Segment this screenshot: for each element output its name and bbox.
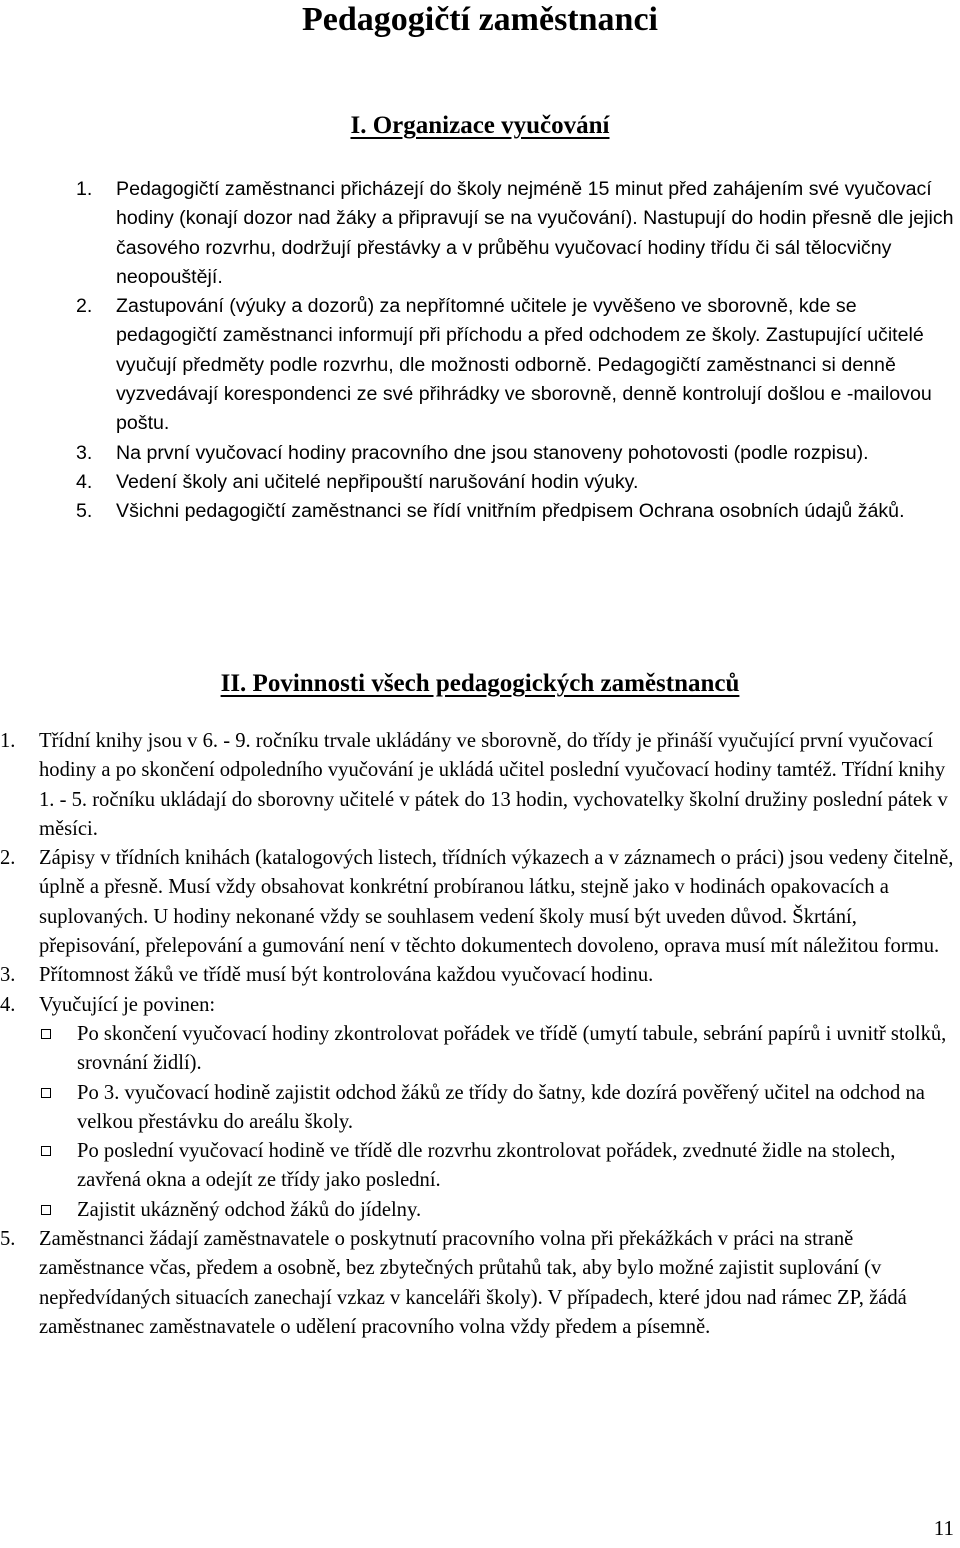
checkbox-bullet-icon xyxy=(41,1146,51,1156)
item-text: Na první vyučovací hodiny pracovního dne jsou stanoveny pohotovosti (podle rozpisu). xyxy=(116,441,869,464)
sublist-item xyxy=(39,1196,960,1225)
sublist-item-text: Po skončení vyučovací hodiny zkontrolovat pořádek ve třídě (umytí tabule, sebrání papírů i uvnitř stolků, srovnání židlí). xyxy=(77,1022,947,1075)
item-number: 1. xyxy=(0,730,16,752)
list-item xyxy=(76,175,960,292)
item-text: Zápisy v třídních knihách (katalogových listech, třídních výkazech a v záznamech o práci) jsou vedeny čitelně, úplně a přesně. Musí vždy obsahovat konkrétní probíranou látku, stejně jako v hodinách opakovacích a suplovaných. U hodiny nekonané vždy se souhlasem vedení školy musí být uveden důvod. Škrtání, přepisování, přelepování a gumování není v těchto dokumentech dovoleno, oprava musí mít náležitou formu. xyxy=(39,847,954,958)
list-item xyxy=(0,961,960,990)
item-text: Přítomnost žáků ve třídě musí být kontrolována každou vyučovací hodinu. xyxy=(39,964,654,987)
item-number: 5. xyxy=(76,500,93,523)
item-number: 4. xyxy=(76,470,93,493)
document-title: Pedagogičtí zaměstnanci xyxy=(302,1,658,38)
list-item xyxy=(76,468,960,497)
organizace-list xyxy=(76,175,960,527)
item-number: 5. xyxy=(0,1228,16,1251)
item-text: Všichni pedagogičtí zaměstnanci se řídí vnitřním předpisem Ochrana osobních údajů žáků. xyxy=(116,500,905,523)
checkbox-bullet-icon xyxy=(41,1205,51,1215)
list-item xyxy=(0,727,960,844)
duties-sublist xyxy=(39,1020,960,1225)
checkbox-bullet-icon xyxy=(41,1088,51,1098)
item-number: 2. xyxy=(0,847,16,870)
section-heading-povinnosti: II. Povinnosti všech pedagogických zaměstnanců xyxy=(220,670,740,697)
item-number: 2. xyxy=(76,295,93,318)
list-item xyxy=(76,497,960,526)
sublist-item xyxy=(39,1137,960,1196)
povinnosti-list xyxy=(0,727,960,1342)
sublist-item-text: Po poslední vyučovací hodině ve třídě dle rozvrhu zkontrolovat pořádek, zvednuté židle na stolech, zavřená okna a odejít ze třídy jako poslední. xyxy=(77,1140,896,1192)
page-number: 11 xyxy=(933,1516,954,1540)
list-item xyxy=(0,844,960,961)
item-number: 3. xyxy=(0,964,16,987)
item-text: Třídní knihy jsou v 6. - 9. ročníku trvale ukládány ve sborovně, do třídy je přináší vyučující první vyučovací hodiny a po skončení odpoledního vyučování je ukládá učitel poslední vyučovací hodiny tamtéž. Třídní knihy 1. - 5. ročníku ukládají do sborovny učitelé v pátek do 13 hodin, vychovatelky školní družiny poslední pátek v měsíci. xyxy=(39,730,948,840)
item-text: Pedagogičtí zaměstnanci přicházejí do školy nejméně 15 minut před zahájením své vyučovací hodiny (konají dozor nad žáky a připravují se na vyučování). Nastupují do hodin přesně dle jejich časového rozvrhu, dodržují přestávky a v průběhu vyučovací hodiny třídu či sál tělocvičny neopouštějí. xyxy=(116,178,954,288)
section-heading-organizace: I. Organizace vyučování xyxy=(350,112,610,139)
sublist-item-text: Po 3. vyučovací hodině zajistit odchod žáků ze třídy do šatny, kde dozírá pověřený učitel na odchod na velkou přestávku do areálu školy. xyxy=(77,1081,925,1133)
item-number: 1. xyxy=(76,178,93,200)
item-text: Zastupování (výuky a dozorů) za nepřítomné učitele je vyvěšeno ve sborovně, kde se pedagogičtí zaměstnanci informují při příchodu a před odchodem ze školy. Zastupující učitelé vyučují předměty podle rozvrhu, dle možnosti odborně. Pedagogičtí zaměstnanci si denně vyzvedávají korespondenci ze své přihrádky ve sborovně, denně kontrolují došlou e -mailovou poštu. xyxy=(116,295,932,435)
item-text: Vedení školy ani učitelé nepřipouští narušování hodin výuky. xyxy=(116,470,639,493)
sublist-item-text: Zajistit ukázněný odchod žáků do jídelny. xyxy=(77,1198,422,1221)
checkbox-bullet-icon xyxy=(41,1029,51,1039)
item-number: 4. xyxy=(0,993,16,1016)
item-number: 3. xyxy=(76,441,93,464)
list-item xyxy=(0,1225,960,1342)
list-item xyxy=(0,991,960,1225)
list-item xyxy=(76,439,960,468)
item-text: Zaměstnanci žádají zaměstnavatele o poskytnutí pracovního volna při překážkách v práci na straně zaměstnance včas, předem a osobně, bez zbytečných průtahů tak, aby bylo možné zajistit suplování (v nepředvídaných situacích zanechají vzkaz v kanceláři školy). V případech, které jdou nad rámec ZP, žádá zaměstnanec zaměstnavatele o udělení pracovního volna vždy předem a písemně. xyxy=(39,1228,907,1338)
sublist-item xyxy=(39,1079,960,1138)
sublist-item xyxy=(39,1020,960,1079)
item-text: Vyučující je povinen: xyxy=(39,993,216,1016)
list-item xyxy=(76,292,960,438)
